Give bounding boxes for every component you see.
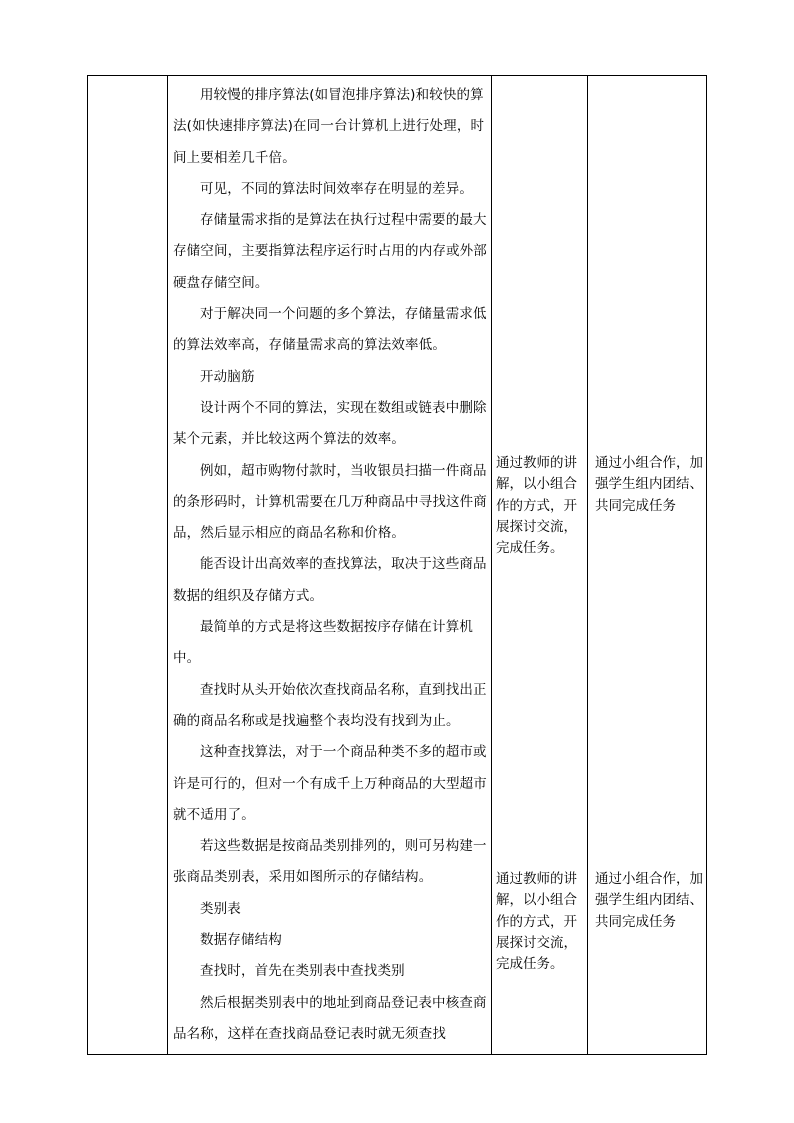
content-paragraph: 查找时，首先在类别表中查找类别 [200, 963, 405, 980]
column-divider [587, 76, 588, 1054]
content-paragraph: 然后根据类别表中的地址到商品登记表中核查商品名称，这样在查找商品登记表时就无须查找 [173, 994, 487, 1042]
content-paragraph: 这种查找算法，对于一个商品种类不多的超市或许是可行的，但对一个有成千上万种商品的大型超市就不适用了。 [173, 744, 487, 823]
content-paragraph: 用较慢的排序算法(如冒泡排序算法)和较快的算法(如快速排序算法)在同一台计算机上进行处理，时间上要相差几千倍。 [173, 87, 485, 166]
content-paragraph: 最简单的方式是将这些数据按序存储在计算机中。 [173, 619, 473, 667]
content-paragraph: 若这些数据是按商品类别排列的，则可另构建一张商品类别表，采用如图所示的存储结构。 [173, 838, 487, 886]
teaching-content-column [168, 76, 492, 1054]
student-activity-note: 通过小组合作，加强学生组内团结、共同完成任务 [595, 871, 703, 930]
teacher-activity-note: 通过教师的讲解，以小组合作的方式，开展探讨交流，完成任务。 [496, 871, 577, 973]
content-caption: 数据存储结构 [200, 932, 282, 949]
content-heading: 开动脑筋 [200, 368, 255, 385]
content-paragraph: 可见，不同的算法时间效率存在明显的差异。 [200, 180, 473, 197]
student-activity-note: 通过小组合作，加强学生组内团结、共同完成任务 [595, 455, 703, 514]
content-paragraph: 对于解决同一个问题的多个算法，存储量需求低的算法效率高，存储量需求高的算法效率低。 [173, 306, 487, 354]
lesson-table [87, 75, 707, 1055]
content-paragraph: 设计两个不同的算法，实现在数组或链表中删除某个元素，并比较这两个算法的效率。 [173, 399, 487, 448]
content-paragraph: 查找时从头开始依次查找商品名称，直到找出正确的商品名称或是找遍整个表均没有找到为止。 [173, 681, 487, 729]
content-paragraph: 存储量需求指的是算法在执行过程中需要的最大存储空间，主要指算法程序运行时占用的内存或外部硬盘存储空间。 [173, 212, 487, 291]
content-caption: 类别表 [200, 900, 241, 917]
content-paragraph: 能否设计出高效率的查找算法，取决于这些商品数据的组织及存储方式。 [173, 556, 487, 604]
teacher-activity-note: 通过教师的讲解，以小组合作的方式，开展探讨交流，完成任务。 [496, 455, 577, 557]
content-paragraph: 例如，超市购物付款时，当收银员扫描一件商品的条形码时，计算机需要在几万种商品中寻找这件商品，然后显示相应的商品名称和价格。 [173, 462, 487, 542]
